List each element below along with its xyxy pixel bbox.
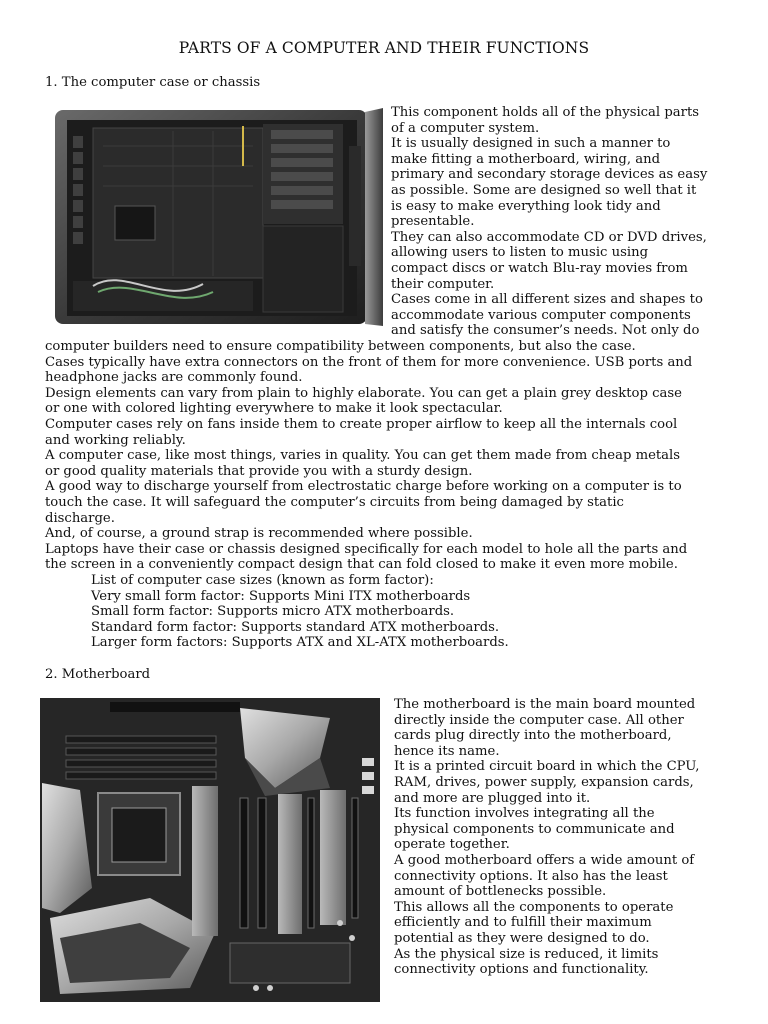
text-line: And, of course, a ground strap is recommended where possible. — [45, 526, 473, 542]
text-line: hence its name. — [394, 743, 500, 759]
text-line: is easy to make everything look tidy and — [391, 198, 661, 214]
text-line: Computer cases rely on fans inside them to create proper airflow to keep all the internals cool — [45, 416, 678, 432]
text-line: primary and secondary storage devices as easy — [391, 167, 708, 183]
text-line: touch the case. It will safeguard the computer’s circuits from being damaged by static — [45, 494, 624, 510]
text-line: A computer case, like most things, varies in quality. You can get them made from cheap metals — [45, 448, 681, 464]
text-line: allowing users to listen to music using — [391, 245, 649, 261]
text-line: computer builders need to ensure compatibility between components, but also the case. — [45, 339, 636, 354]
text-line: directly inside the computer case. All other — [394, 712, 684, 728]
form-factor-name: Small form factor — [91, 604, 209, 620]
text-line: the screen in a conveniently compact design that can fold closed to make it even more mobile. — [45, 557, 678, 573]
case-body-text — [45, 339, 692, 573]
text-line: connectivity options and functionality. — [394, 962, 649, 978]
text-line: A good way to discharge yourself from electrostatic charge before working on a computer is to — [45, 479, 682, 495]
form-factor-name: Standard form factor — [91, 619, 233, 635]
section-heading-motherboard: 2. Motherboard — [45, 667, 151, 682]
text-line: Design elements can vary from plain to highly elaborate. You can get a plain grey desktop case — [45, 385, 682, 401]
text-line: It is usually designed in such a manner to — [391, 136, 671, 152]
form-factor-description: : Supports ATX and XL-ATX motherboards. — [222, 635, 509, 651]
text-line: physical components to communicate and — [394, 821, 675, 837]
text-line: accommodate various computer components — [391, 307, 691, 323]
text-line: amount of bottlenecks possible. — [394, 884, 607, 900]
text-line: efficiently and to fulfill their maximum — [394, 915, 652, 931]
form-factor-item — [45, 635, 509, 651]
computer-case-illustration — [53, 106, 384, 328]
text-line: potential as they were designed to do. — [394, 930, 650, 946]
form-factor-name: Larger form factors — [91, 635, 223, 651]
text-line: It is a printed circuit board in which the CPU, — [394, 759, 700, 775]
text-line: their computer. — [391, 276, 495, 292]
text-line: of a computer system. — [391, 120, 540, 136]
text-line: and more are plugged into it. — [394, 790, 591, 806]
case-side-text — [391, 105, 707, 339]
text-line: as possible. Some are designed so well that it — [391, 182, 697, 198]
text-line: They can also accommodate CD or DVD drives, — [391, 229, 707, 245]
text-line: Its function involves integrating all the — [394, 806, 655, 822]
form-factor-item — [45, 604, 509, 620]
form-factor-description: : Supports standard ATX motherboards. — [232, 619, 500, 635]
form-factor-name: Very small form factor — [91, 588, 241, 604]
text-line: discharge. — [45, 510, 115, 526]
section-heading-case: 1. The computer case or chassis — [45, 75, 261, 90]
text-line: presentable. — [391, 214, 475, 230]
form-factor-list — [45, 573, 509, 651]
text-line: Laptops have their case or chassis designed specifically for each model to hole all the parts and — [45, 541, 688, 557]
form-factor-description: : Supports micro ATX motherboards. — [208, 604, 455, 620]
text-line: compact discs or watch Blu-ray movies from — [391, 260, 688, 276]
motherboard-side-text — [394, 697, 699, 978]
text-line: make fitting a motherboard, wiring, and — [391, 151, 661, 167]
text-line: The motherboard is the main board mounted — [394, 697, 696, 712]
form-factor-description: : Supports Mini ITX motherboards — [240, 588, 471, 604]
text-line: headphone jacks are commonly found. — [45, 370, 303, 386]
page-title: PARTS OF A COMPUTER AND THEIR FUNCTIONS — [178, 39, 590, 57]
text-line: and working reliably. — [45, 432, 186, 448]
text-line: connectivity options. It also has the least — [394, 868, 668, 884]
text-line: As the physical size is reduced, it limits — [394, 946, 659, 962]
text-line: cards plug directly into the motherboard, — [394, 728, 672, 744]
text-line: operate together. — [394, 837, 510, 853]
motherboard-illustration — [40, 698, 380, 1002]
text-line: and satisfy the consumer’s needs. Not only do — [391, 323, 700, 339]
form-factor-list-title: List of computer case sizes (known as form factor): — [91, 573, 434, 588]
form-factor-item — [45, 620, 509, 636]
text-line: Cases typically have extra connectors on the front of them for more convenience. USB ports and — [45, 354, 693, 370]
text-line: or one with colored lighting everywhere to make it look spectacular. — [45, 401, 503, 417]
form-factor-item — [45, 589, 509, 605]
text-line: RAM, drives, power supply, expansion cards, — [394, 774, 694, 790]
motherboard-image — [40, 698, 380, 1002]
text-line: This component holds all of the physical parts — [391, 105, 700, 120]
text-line: or good quality materials that provide you with a sturdy design. — [45, 463, 473, 479]
computer-case-image — [53, 106, 384, 328]
text-line: A good motherboard offers a wide amount of — [394, 852, 695, 868]
text-line: This allows all the components to operate — [394, 899, 674, 915]
text-line: Cases come in all different sizes and shapes to — [391, 292, 703, 308]
